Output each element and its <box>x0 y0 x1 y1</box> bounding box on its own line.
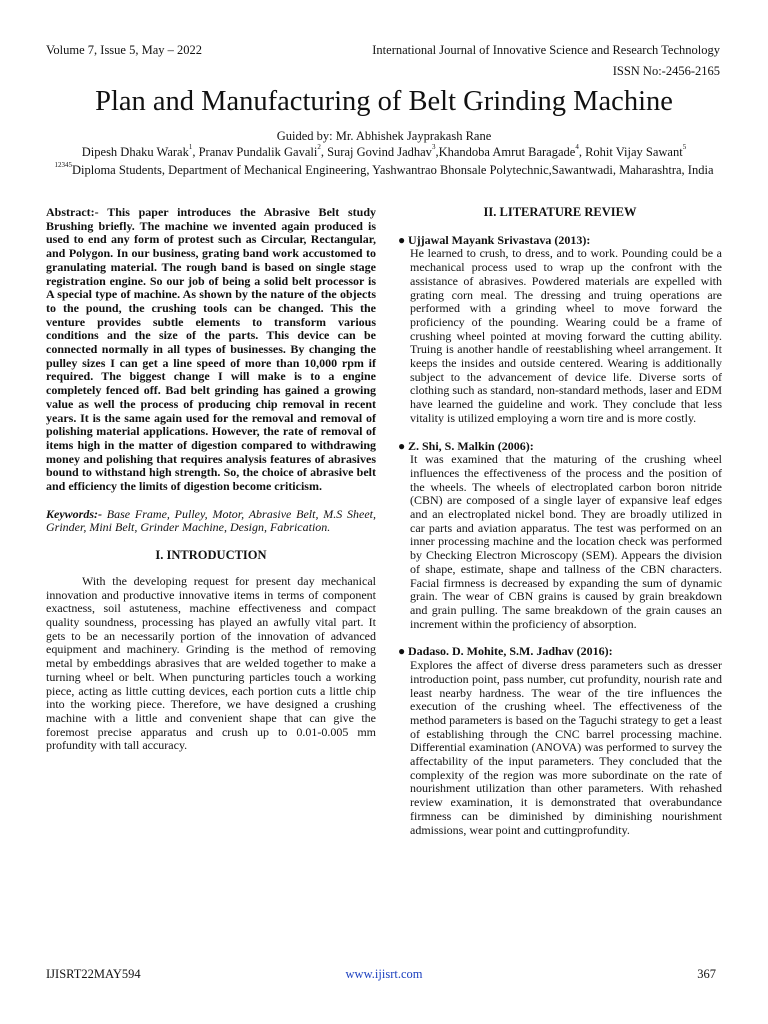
author-sup: 2 <box>317 143 321 151</box>
header-issn: ISSN No:-2456-2165 <box>612 64 720 78</box>
affiliation <box>50 163 718 178</box>
literature-item-text: Explores the affect of diverse dress parameters such as dresser introduction point, pass number, cut profundity, nourish rate and least nearby hardness. The wear of the tire influences the execution of the crushing wheel. The effectiveness of the method parameters is based on the Taguchi strategy to get a least of establishing through the CNC barrel processing machine. Differential examination (ANOVA) was performed to survey the affectability of the input parameters. They concluded that the complexity of the region was more subordinate on the rate of nourishment utilization than other parameters. With rehashed review examination, it is demonstrated that overabundance firmness can be diminished by diminishing nourishment admissions, wear point and cuttingprofundity. <box>410 658 722 837</box>
header-volume: Volume 7, Issue 5, May – 2022 <box>46 43 203 57</box>
literature-item-title: Ujjawal Mayank Srivastava (2013): <box>408 232 591 247</box>
bullet-icon: ● <box>398 644 406 659</box>
literature-item-text: It was examined that the maturing of the crushing wheel influences the effectiveness of the process and the position of the wheels. The wheels of electroplated carbon boron nitride (CBN) are composed of a single layer of expansive leaf edges and an electroplated nickel bond. They are broadly utilized in car parts and aviation apparatus. The test was performed on an inner processing machine and the location check was performed by Checking Electron Microscopy (SEM). Appears the division of shape, estimate, shape and tallness of the CBN characters. Facial firmness is decreased by expanding the sum of dynamic grain. The wear of CBN grains is caused by grain breakdown and grain pulling. The same breakdown of the grain causes an increment within the proficiency of absorption. <box>410 452 722 631</box>
literature-item <box>398 440 722 632</box>
literature-item <box>398 234 722 426</box>
author-name: Suraj Govind Jadhav <box>327 145 432 159</box>
keywords <box>46 508 376 535</box>
paper-title: Plan and Manufacturing of Belt Grinding Machine <box>95 86 673 117</box>
guided-by: Guided by: Mr. Abhishek Jayprakash Rane <box>276 129 492 143</box>
author-name: Dipesh Dhaku Warak <box>81 145 189 159</box>
keywords-text: Base Frame, Pulley, Motor, Abrasive Belt, M.S Sheet, Grinder, Mini Belt, Grinder Machine, Design, Fabrication. <box>46 506 377 535</box>
footer-page-number: 367 <box>697 967 716 981</box>
bullet-icon: ● <box>398 438 406 453</box>
author-sup: 4 <box>575 143 579 151</box>
author-sup: 1 <box>188 143 193 151</box>
introduction-text: With the developing request for present day mechanical innovation and productive innovative items in terms of component exactness, soil astuteness, machine effectiveness and compact quality soundness, processing has played an awfully vital part. It gets to be an necessarily portion of the innovation of advanced equipment and machinery. Grinding is the method of removing metal by embeddings abrasives that are welded together to make a turning wheel or belt. When puncturing particles touch a working piece, acting as little cutting devices, each portion cuts a little chip into the working piece. Therefore, we have designed a crushing machine with a little and convenient shape that can give the foremost precise apparatus and crush up to 0.01-0.005 mm profundity with tall accuracy. <box>46 573 376 753</box>
author-sup: 5 <box>682 143 687 151</box>
author-name: Rohit Vijay Sawant <box>585 145 683 159</box>
literature-review-heading: II. LITERATURE REVIEW <box>483 205 637 219</box>
header-journal-name: International Journal of Innovative Science and Research Technology <box>372 43 720 57</box>
keywords-label: Keywords:- <box>46 506 102 521</box>
bullet-icon: ● <box>398 232 406 247</box>
author-name: Khandoba Amrut Baragade <box>438 145 576 159</box>
right-column <box>398 206 722 851</box>
author-sup: 3 <box>431 143 436 151</box>
literature-item-text: He learned to crush, to dress, and to work. Pounding could be a mechanical process used to wrap up the confront with the assistance of abrasives. Powdered materials are expelled with grating corn meal. The dressing and truing operations are performed with a grinding wheel to move forward the proficiency of the pounding. Wearing could be a frame of crushing wheel pointed at moving forward the cutting ability. Truing is another handle of reestablishing wheel arrangement. It keeps the insides and outside centered. Wearing is additionally subject to the advancement of device life. Diverse sorts of clothing such as standard, non-standard methods, laser and EDM have learned the guideline and work. They conclude that less vitality is utilized employing a worn tire and is more costly. <box>410 246 722 425</box>
literature-item-title: Z. Shi, S. Malkin (2006): <box>408 438 534 453</box>
literature-item-title: Dadaso. D. Mohite, S.M. Jadhav (2016): <box>408 644 613 659</box>
literature-item <box>398 645 722 837</box>
affiliation-sup: 12345 <box>54 161 72 169</box>
introduction-heading: I. INTRODUCTION <box>155 548 267 563</box>
footer-paper-code: IJISRT22MAY594 <box>46 967 141 981</box>
affiliation-text: Diploma Students, Department of Mechanical Engineering, Yashwantrao Bhonsale Polytechnic,Sawantwadi, Maharashtra, India <box>71 163 714 177</box>
footer-website-link[interactable]: www.ijisrt.com <box>345 967 423 981</box>
left-column <box>46 206 376 753</box>
author-list: Dipesh Dhaku Warak$^1$, Pranav Pundalik Gavali$^2$, Suraj Govind Jadhav$^3$,Khandoba Amrut Baragade$^4$, Rohit Vijay Sawant$^5$ <box>81 143 687 159</box>
abstract: Abstract:- This paper introduces the Abrasive Belt study Brushing briefly. The machine we invented again produced is used to end any form of protest such as Circular, Rectangular, and Polygon. In our business, grating band work accustomed to granulating material. The rough band is based on single stage registration engine. So our job of being a solid belt processor is A special type of machine. As shown by the nature of the objects to the pound, the crushing tools can be changed. This the venture provides subtle elements to transform various conditions and the size of the parts. This device can be connected normally in all types of businesses. By changing the pulley sizes I can get a line speed of more than 10,000 rpm if required. The biggest change I will make is to a engine completely fenced off. Bad belt grinding has gained a growing value as well the process of producing chip removal in recent years. It is the same again used for the removal and removal of polishing material applications. However, the rate of removal of items high in the matter of digestion compared to withdrawing money and polishing that requires analysis features of abrasives bound to withstand high strength. So, the choice of abrasive belt and efficiency the limits of digestion become criticism. <box>46 205 376 494</box>
author-name: Pranav Pundalik Gavali <box>198 145 318 159</box>
